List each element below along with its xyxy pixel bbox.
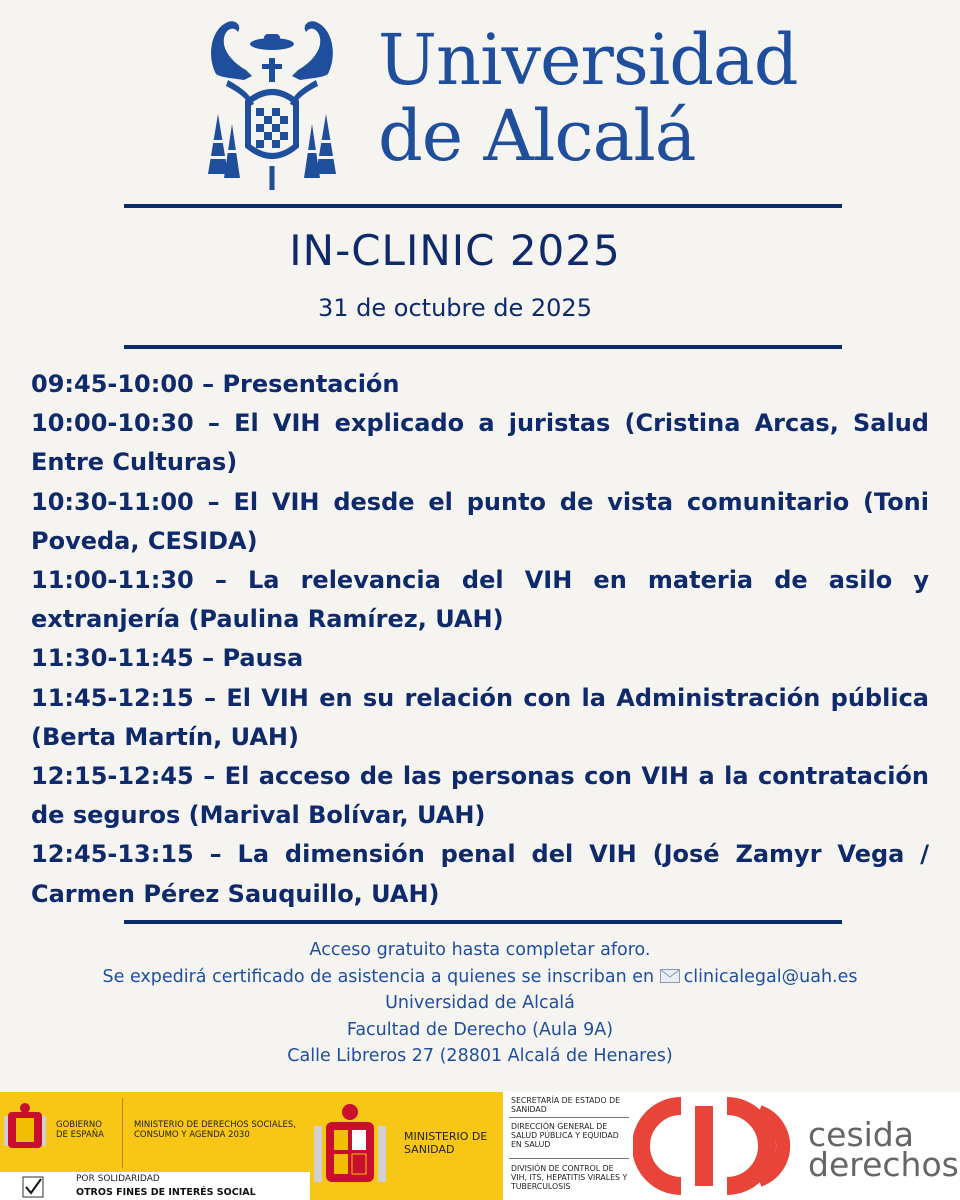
footer-info <box>0 937 960 1070</box>
cesida-line2: derechos <box>808 1145 959 1184</box>
secretaria-label: SECRETARÍA DE ESTADO DE SANIDAD <box>511 1096 621 1115</box>
solidaridad-line1: POR SOLIDARIDAD <box>76 1174 160 1184</box>
access-note: Acceso gratuito hasta completar aforo. <box>309 940 651 960</box>
division-label: DIVISIÓN DE CONTROL DE VIH, ITS, HEPATITIS VIRALES Y TUBERCULOSIS <box>511 1164 628 1192</box>
schedule-item: 11:00-11:30 – La relevancia del VIH en materia de asilo y extranjería (Paulina Ramírez, UAH) <box>31 566 929 634</box>
cesida-logo-icon <box>633 1092 793 1200</box>
university-name-line2: de Alcalá <box>378 95 696 177</box>
direccion-separator <box>509 1158 629 1159</box>
certificate-text: Se expedirá certificado de asistencia a quienes se inscriban en <box>102 966 655 987</box>
cesida-line1: cesida <box>808 1115 914 1154</box>
coat-of-arms-icon <box>4 1102 46 1154</box>
schedule-item: 09:45-10:00 – Presentación <box>31 370 400 398</box>
divider-top <box>124 204 842 208</box>
gov-separator <box>122 1098 123 1168</box>
coat-of-arms-icon <box>312 1102 388 1192</box>
university-name-line1: Universidad <box>378 19 798 101</box>
venue-university: Universidad de Alcalá <box>385 993 575 1013</box>
university-name <box>378 19 798 177</box>
schedule-item: 10:30-11:00 – El VIH desde el punto de vista comunitario (Toni Poveda, CESIDA) <box>31 487 929 555</box>
sponsor-logos <box>0 1092 960 1200</box>
contact-email-link[interactable]: clinicalegal@uah.es <box>683 966 858 987</box>
schedule-item: 11:45-12:15 – El VIH en su relación con la Administración pública (Berta Martín, UAH) <box>31 683 929 751</box>
solidaridad-line2: OTROS FINES DE INTERÉS SOCIAL <box>76 1187 256 1198</box>
university-crest-icon <box>198 14 346 194</box>
venue-faculty: Facultad de Derecho (Aula 9A) <box>346 1019 614 1040</box>
header <box>0 0 960 200</box>
ministerio-sanidad-label: MINISTERIO DE SANIDAD <box>404 1130 488 1156</box>
checkmark-icon <box>22 1176 44 1198</box>
divider-middle <box>124 345 842 349</box>
envelope-icon <box>660 969 680 983</box>
schedule-list <box>31 365 929 914</box>
ministerio-derechos-label: MINISTERIO DE DERECHOS SOCIALES, CONSUMO Y AGENDA 2030 <box>134 1120 296 1140</box>
schedule-item: 10:00-10:30 – El VIH explicado a juristas (Cristina Arcas, Salud Entre Culturas) <box>31 409 929 477</box>
secretaria-separator <box>509 1117 629 1118</box>
event-title: IN-CLINIC 2025 <box>289 226 621 275</box>
gobierno-espana-label: GOBIERNO DE ESPAÑA <box>56 1120 104 1140</box>
solidaridad-badge <box>0 1172 310 1200</box>
schedule-item: 11:30-11:45 – Pausa <box>31 644 304 673</box>
venue-address: Calle Libreros 27 (28801 Alcalá de Henares) <box>287 1046 673 1066</box>
direccion-label: DIRECCIÓN GENERAL DE SALUD PÚBLICA Y EQUIDAD EN SALUD <box>511 1122 619 1150</box>
divider-bottom <box>124 920 842 924</box>
schedule-item: 12:15-12:45 – El acceso de las personas con VIH a la contratación de seguros (Marival Bolívar, UAH) <box>31 762 929 830</box>
cesida-wordmark <box>808 1115 959 1184</box>
event-date: 31 de octubre de 2025 <box>318 294 592 322</box>
certificate-note <box>0 964 960 991</box>
secretaria-block <box>503 1092 633 1200</box>
schedule-item: 12:45-13:15 – La dimensión penal del VIH (José Zamyr Vega / Carmen Pérez Sauquillo, UAH) <box>31 840 929 908</box>
